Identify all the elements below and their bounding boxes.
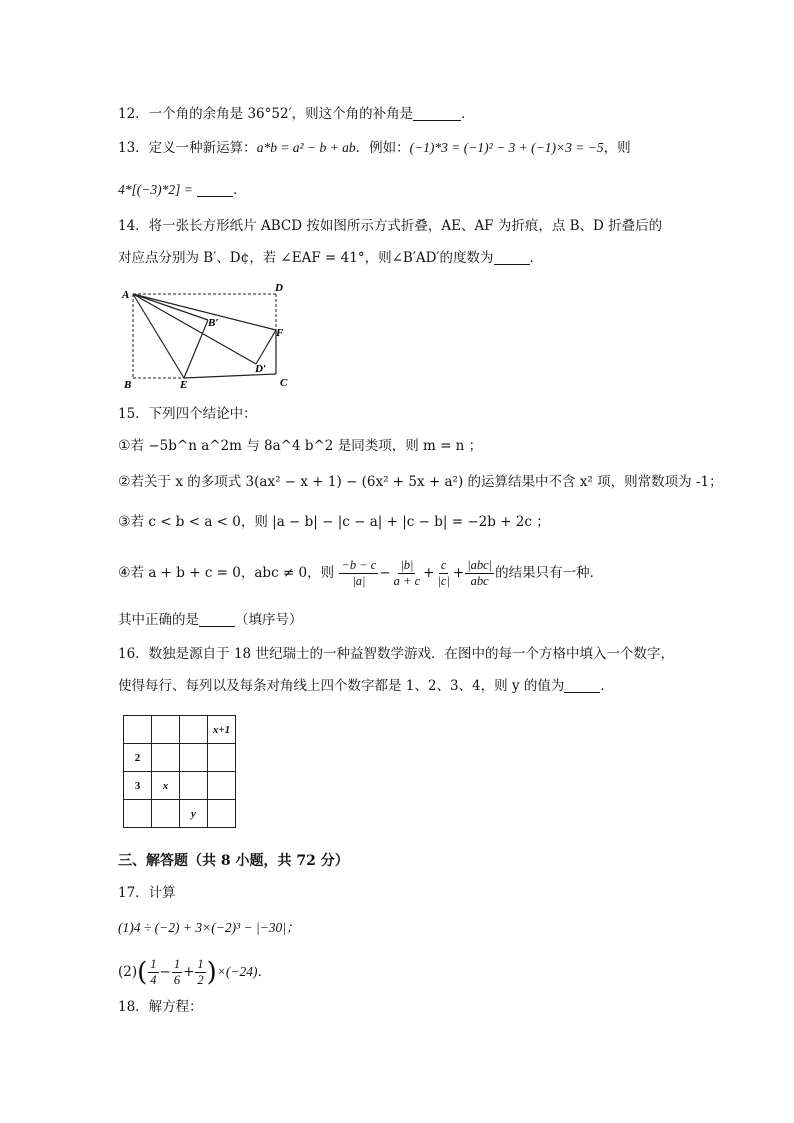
grid-cell [208,772,236,800]
q13-text: 13．定义一种新运算： [118,140,257,156]
p2-fraction-1 [148,957,158,988]
section-3-heading: 三、解答题（共 8 小题，共 72 分） [118,853,349,869]
label-C: C [280,377,288,389]
label-B-prime: B′ [208,317,219,329]
statement-3-mark: ③ [118,514,131,530]
grid-cell: x [152,772,180,800]
label-B: B [124,379,132,390]
q17-title: 17．计算 [118,885,176,901]
q18-title: 18．解方程： [118,999,203,1015]
fraction-3 [435,558,451,589]
q14-line1: 14．将一张长方形纸片 ABCD 按如图所示方式折叠，AE、AF 为折痕，点 B、D 折叠后的 [118,218,663,234]
q13-line1 [118,138,631,158]
grid-cell [208,744,236,772]
q15-statement-4 [118,556,603,590]
q13-example: (−1)*3 = (−1)² − 3 + (−1)×3 = −5 [409,140,604,155]
q13-end: ． [233,182,247,198]
label-F: F [276,327,284,339]
statement-1-mark: ① [118,438,131,454]
p2-fraction-2-denominator: 6 [173,973,181,987]
p2-fraction-1-denominator: 4 [150,973,157,987]
statement-2-text: 若关于 x 的多项式 3(ax² − x + 1) − (6x² + 5x + a²) 的运算结果中不含 x² 项，则常数项为 -1； [130,474,723,490]
grid-cell [152,744,180,772]
grid-cell [152,716,180,744]
q14-answer-blank[interactable] [494,250,530,265]
q14-folding-figure [118,280,298,390]
grid-cell [124,716,152,744]
grid-row [124,800,236,828]
grid-cell [180,716,208,744]
label-D: D [275,282,283,294]
edge-B-prime-E [184,320,208,378]
grid-cell [208,800,236,828]
p2-fraction-2 [172,957,182,988]
q13-line2 [118,180,247,200]
fraction-1-denominator: |a| [352,574,366,588]
fold-AF [133,294,276,330]
statement-2-mark: ② [118,474,131,490]
q15-statement-1 [118,436,482,456]
grid-cell: 3 [124,772,152,800]
fraction-1 [339,558,378,589]
p2-fraction-1-numerator: 1 [150,957,157,971]
p2-operator-minus: − [159,964,171,980]
paren-open: ( [137,957,148,988]
fraction-2-denominator: a + c [393,574,421,588]
q15-title: 15．下列四个结论中： [118,406,257,422]
q15-answer-prefix: 其中正确的是 [118,612,199,628]
q15-answer-suffix: （填序号） [235,612,303,628]
operator-plus-2: + [452,565,465,581]
fraction-1-numerator: −b − c [341,558,377,572]
fraction-3-denominator: |c| [437,574,450,588]
fold-AE [133,294,184,378]
fraction-4-numerator: |abc| [467,558,493,572]
q13-definition: a*b = a² − b + ab [256,140,356,155]
operator-plus-1: + [423,565,435,581]
statement-4-mark: ④ [118,565,131,581]
q15-answer-line [118,610,303,630]
statement-3-text: 若 c < b < a < 0，则 |a − b| − |c − a| + |c − b| = −2b + 2c ； [130,514,550,530]
sudoku-grid [123,715,236,828]
grid-cell [180,772,208,800]
grid-cell: x+1 [208,716,236,744]
operator-minus: − [379,565,391,581]
fraction-4-denominator: abc [470,574,489,588]
q16-line2 [118,676,614,696]
label-D-prime: D′ [255,363,267,375]
fraction-2-numerator: |b| [400,558,414,572]
grid-cell [180,744,208,772]
q16-line1: 16．数独是源自于 18 世纪瑞士的一种益智数学游戏．在图中的每一个方格中填入一个数字， [118,646,674,662]
q13-example-label: ．例如： [355,140,410,156]
grid-row [124,744,236,772]
q17-part-2-suffix: ×(−24)． [216,964,272,979]
q13-expression: 4*[(−3)*2] = [118,182,193,197]
q14-line2 [118,248,543,268]
q17-part-2 [118,956,271,989]
grid-row [124,772,236,800]
statement-4-suffix: 的结果只有一种． [495,565,604,581]
q14-end: ． [529,250,544,266]
p2-fraction-2-numerator: 1 [173,957,181,971]
p2-fraction-3 [195,957,205,988]
p2-fraction-3-denominator: 2 [197,973,204,987]
q15-answer-blank[interactable] [199,612,235,627]
statement-1-text: 若 −5b^n a^2m 与 8a^4 b^2 是同类项，则 m = n ； [130,438,483,454]
p2-operator-plus: + [183,964,195,980]
paren-close: ) [206,957,217,988]
label-A: A [122,289,130,301]
grid-row [124,716,236,744]
grid-cell [152,800,180,828]
q17-part-1: (1)4 ÷ (−2) + 3×(−2)³ − |−30|； [118,920,300,935]
grid-cell: 2 [124,744,152,772]
q12-end: ． [461,106,475,122]
statement-4-text: 若 a + b + c = 0，abc ≠ 0，则 [130,565,335,581]
p2-fraction-3-numerator: 1 [197,957,204,971]
edge-AB-prime [133,294,208,320]
grid-cell [124,800,152,828]
q12-answer-blank[interactable] [413,106,461,121]
fraction-3-numerator: c [440,558,447,572]
q15-statement-3 [118,512,550,532]
q12-text: 12．一个角的余角是 36°52′，则这个角的补角是 [118,106,414,122]
q17-part-2-label: (2) [118,964,138,980]
fraction-2 [392,558,422,589]
q16-answer-blank[interactable] [564,678,600,693]
q15-statement-2 [118,472,723,492]
q16-end: ． [600,678,614,694]
q16-text: 使得每行、每列以及每条对角线上四个数字都是 1、2、3、4，则 y 的值为 [118,678,565,694]
fraction-4 [465,558,494,589]
grid-cell: y [180,800,208,828]
q14-text: 对应点分别为 B′、D¢，若 ∠EAF = 41°，则∠B′AD′的度数为 [118,250,494,266]
q12-line [118,104,475,124]
q13-answer-blank[interactable] [197,182,233,197]
q13-then: ，则 [603,140,631,156]
edge-D-prime-F [256,330,276,364]
label-E: E [180,379,188,390]
